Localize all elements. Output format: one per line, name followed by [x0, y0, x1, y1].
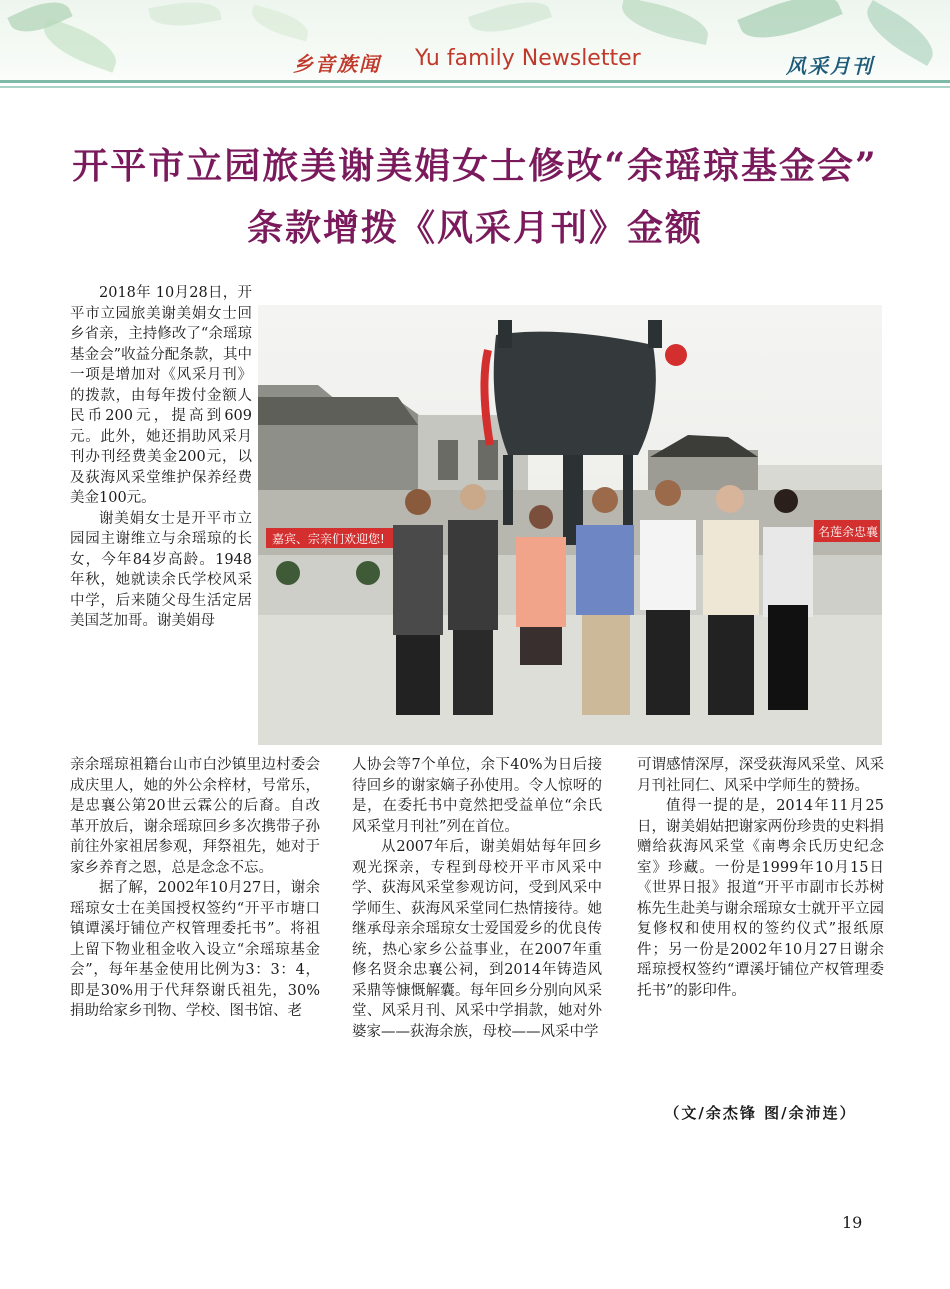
leaf-decoration: [37, 17, 122, 73]
article-title-line1: 开平市立园旅美谢美娟女士修改“余瑶琼基金会”: [72, 145, 878, 187]
header-magazine-name: 风采月刊: [786, 54, 874, 78]
banner-right-text: 名莲余忠襄: [818, 525, 879, 539]
paragraph: 从2007年后，谢美娟姑每年回乡观光探亲，专程到母校开平市风采中学、荻海风采堂参观访问，受到风采中学师生、荻海风采堂同仁热情接待。她继承母亲余瑶琼女士爱国爱乡的优良传统，热心家乡公益事业，在2007年重修名贤余忠襄公祠，到2014年铸造风采鼎等慷慨解囊。每年回乡分别向风采堂、风采月刊、风采中学捐款，她对外婆家——荻海余族，母校——风采中学: [352, 839, 602, 1040]
leaf-decoration: [468, 0, 552, 42]
header-english-title: Yu family Newsletter: [415, 46, 641, 71]
leaf-decoration: [248, 5, 312, 42]
page-number: 19: [842, 1213, 863, 1232]
column-1-bottom: [70, 755, 320, 1022]
paragraph: 谢美娟女士是开平市立园园主谢维立与余瑶琼的长女，今年84岁高龄。1948年秋，她就读余氏学校风采中学，后来随父母生活定居美国芝加哥。谢美娟母: [70, 510, 252, 629]
author-credit: （文/余杰锋 图/余沛连）: [664, 1104, 857, 1122]
column-1-top: [70, 283, 252, 632]
paragraph: 2018年 10月28日，开平市立园旅美谢美娟女士回乡省亲，主持修改了“余瑶琼基金会”收益分配条款，其中一项是增加对《风采月刊》的拨款，由每年拨付金额人民币200元，提高到609元。此外，她还捐助风采月刊办刊经费美金200元，以及荻海风采堂维护保养经费美金100元。: [70, 285, 252, 506]
header-chinese-title: 乡音族闻: [293, 52, 381, 76]
group-photo: [258, 305, 882, 745]
leaf-decoration: [618, 0, 712, 45]
header-divider: [0, 80, 950, 83]
paragraph: 可谓感情深厚，深受荻海风采堂、风采月刊社同仁、风采中学师生的赞扬。: [637, 757, 884, 794]
paragraph: 亲余瑶琼祖籍台山市白沙镇里边村委会成庆里人，她的外公余梓材，号常乐，是忠襄公第20世云霖公的后裔。自改革开放后，谢余瑶琼回乡多次携带子孙前往外家祖居参观，拜祭祖先，她对于家乡养育之恩，总是念念不忘。: [70, 757, 320, 876]
page-header: [0, 0, 950, 92]
column-2: [352, 755, 602, 1042]
paragraph: 据了解，2002年10月27日，谢余瑶琼女士在美国授权签约“开平市塘口镇谭溪圩铺位产权管理委托书”。将祖上留下物业租金收入设立“余瑶琼基金会”，每年基金使用比例为3：3：4，即是30%用于代拜祭谢氏祖先，30%捐助给家乡刊物、学校、图书馆、老: [70, 880, 320, 1019]
leaf-decoration: [737, 0, 842, 51]
paragraph: 值得一提的是，2014年11月25日，谢美娟姑把谢家两份珍贵的史料捐赠给荻海风采堂《南粤余氏历史纪念室》珍藏。一份是1999年10月15日《世界日报》报道“开平市副市长苏树栋先生赴美与谢余瑶琼女士就开平立园复修权和使用权的签约仪式”报纸原件；另一份是2002年10月27日谢余瑶琼授权签约“谭溪圩铺位产权管理委托书”的影印件。: [637, 798, 884, 999]
banner-left-text: 嘉宾、宗亲们欢迎您!: [272, 532, 385, 546]
column-3: [637, 755, 884, 1001]
paragraph: 人协会等7个单位，余下40%为日后接待回乡的谢家嫡子孙使用。令人惊呀的是，在委托书中竟然把受益单位“余氏风采堂月刊社”列在首位。: [352, 757, 602, 835]
leaf-decoration: [148, 0, 221, 32]
header-divider: [0, 86, 950, 88]
article-title-line2: 条款增拨《风采月刊》金额: [246, 207, 703, 249]
